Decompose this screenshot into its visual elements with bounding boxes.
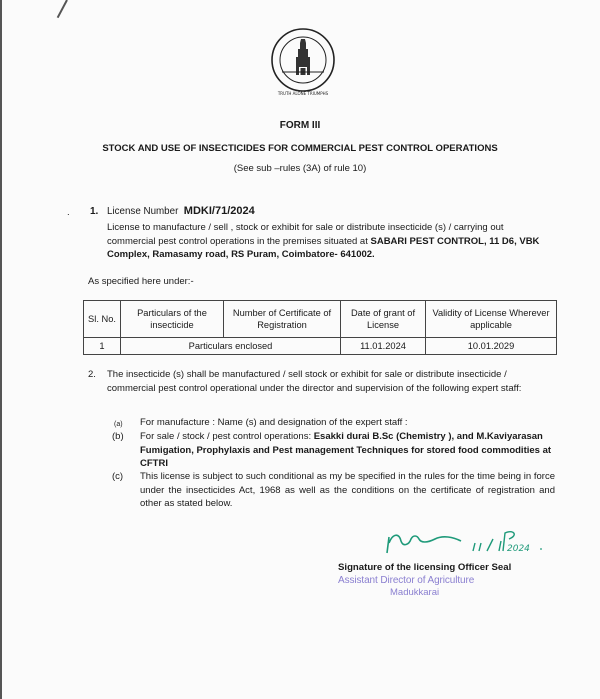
pen-mark [57, 0, 68, 18]
subitem-text: For manufacture : Name (s) and designation of the expert staff : [140, 417, 408, 428]
form-number: FORM III [279, 120, 321, 131]
subitem-label: (a) [114, 421, 123, 428]
officer-seal-title: Assistant Director of Agriculture [338, 575, 475, 586]
expert-staff-names: Esakki durai B.Sc (Chemistry ), and M.Kaviyarasan Fumigation, Prophylaxis and Pest management Techniques for stored food commodities at CFTRI [140, 431, 552, 469]
license-line [107, 205, 255, 219]
subitem-label: (b) [112, 431, 124, 442]
handwritten-signature [383, 527, 553, 557]
license-label: License Number [107, 206, 179, 217]
particulars-table [83, 300, 557, 355]
header-certificate-number: Number of Certificate of Registration [224, 301, 341, 338]
form-title: STOCK AND USE OF INSECTICIDES FOR COMMERCIAL PEST CONTROL OPERATIONS [102, 143, 498, 154]
cell-sl-no: 1 [84, 338, 121, 355]
subitem-prefix: For sale / stock / pest control operations: [140, 431, 314, 442]
cell-particulars: Particulars enclosed [121, 338, 341, 355]
svg-text:TRUTH ALONE TRIUMPHS: TRUTH ALONE TRIUMPHS [277, 91, 329, 96]
subitem-text: This license is subject to such conditional as my be specified in the rules for the time being in force under the insecticides Act, 1968 as well as the conditions on the certificate of registration and other as stated below. [140, 471, 555, 509]
item-number: 1. [90, 206, 99, 217]
premises-address: SABARI PEST CONTROL, 11 D6, VBK Complex, Ramasamy road, RS Puram, Coimbatore- 641002. [107, 235, 540, 260]
description-text: License to manufacture / sell , stock or exhibit for sale or distribute insecticide (s) / carrying out commercial pest control operations in the premises situated at [107, 222, 504, 247]
table-row [84, 338, 557, 355]
rule-reference: (See sub –rules (3A) of rule 10) [233, 163, 367, 174]
page-edge [0, 0, 2, 699]
as-specified-label: As specified here under:- [88, 276, 194, 287]
table-header-row [84, 301, 557, 338]
item-number: 2. [88, 369, 96, 380]
tamil-nadu-emblem-icon [270, 27, 336, 97]
header-sl-no: Sl. No. [84, 301, 121, 338]
license-description [107, 221, 547, 262]
subitem-body [140, 430, 555, 471]
cell-validity: 10.01.2029 [426, 338, 557, 355]
item2-text: The insecticide (s) shall be manufactured / sell stock or exhibit for sale or distribute insecticide / commercial pest control operational under the director and supervision of the following expert staff: [107, 369, 522, 394]
header-date-of-grant: Date of grant of License [341, 301, 426, 338]
svg-text:2024: 2024 [507, 544, 530, 554]
officer-seal-location: Madukkarai [390, 587, 440, 598]
cell-date-of-grant: 11.01.2024 [341, 338, 426, 355]
header-validity: Validity of License Wherever applicable [426, 301, 557, 338]
subitem-label: (c) [112, 471, 124, 482]
stray-mark: . [67, 207, 70, 218]
signature-label: Signature of the licensing Officer Seal [338, 562, 512, 573]
header-particulars: Particulars of the insecticide [121, 301, 224, 338]
license-number: MDKI/71/2024 [183, 205, 255, 217]
